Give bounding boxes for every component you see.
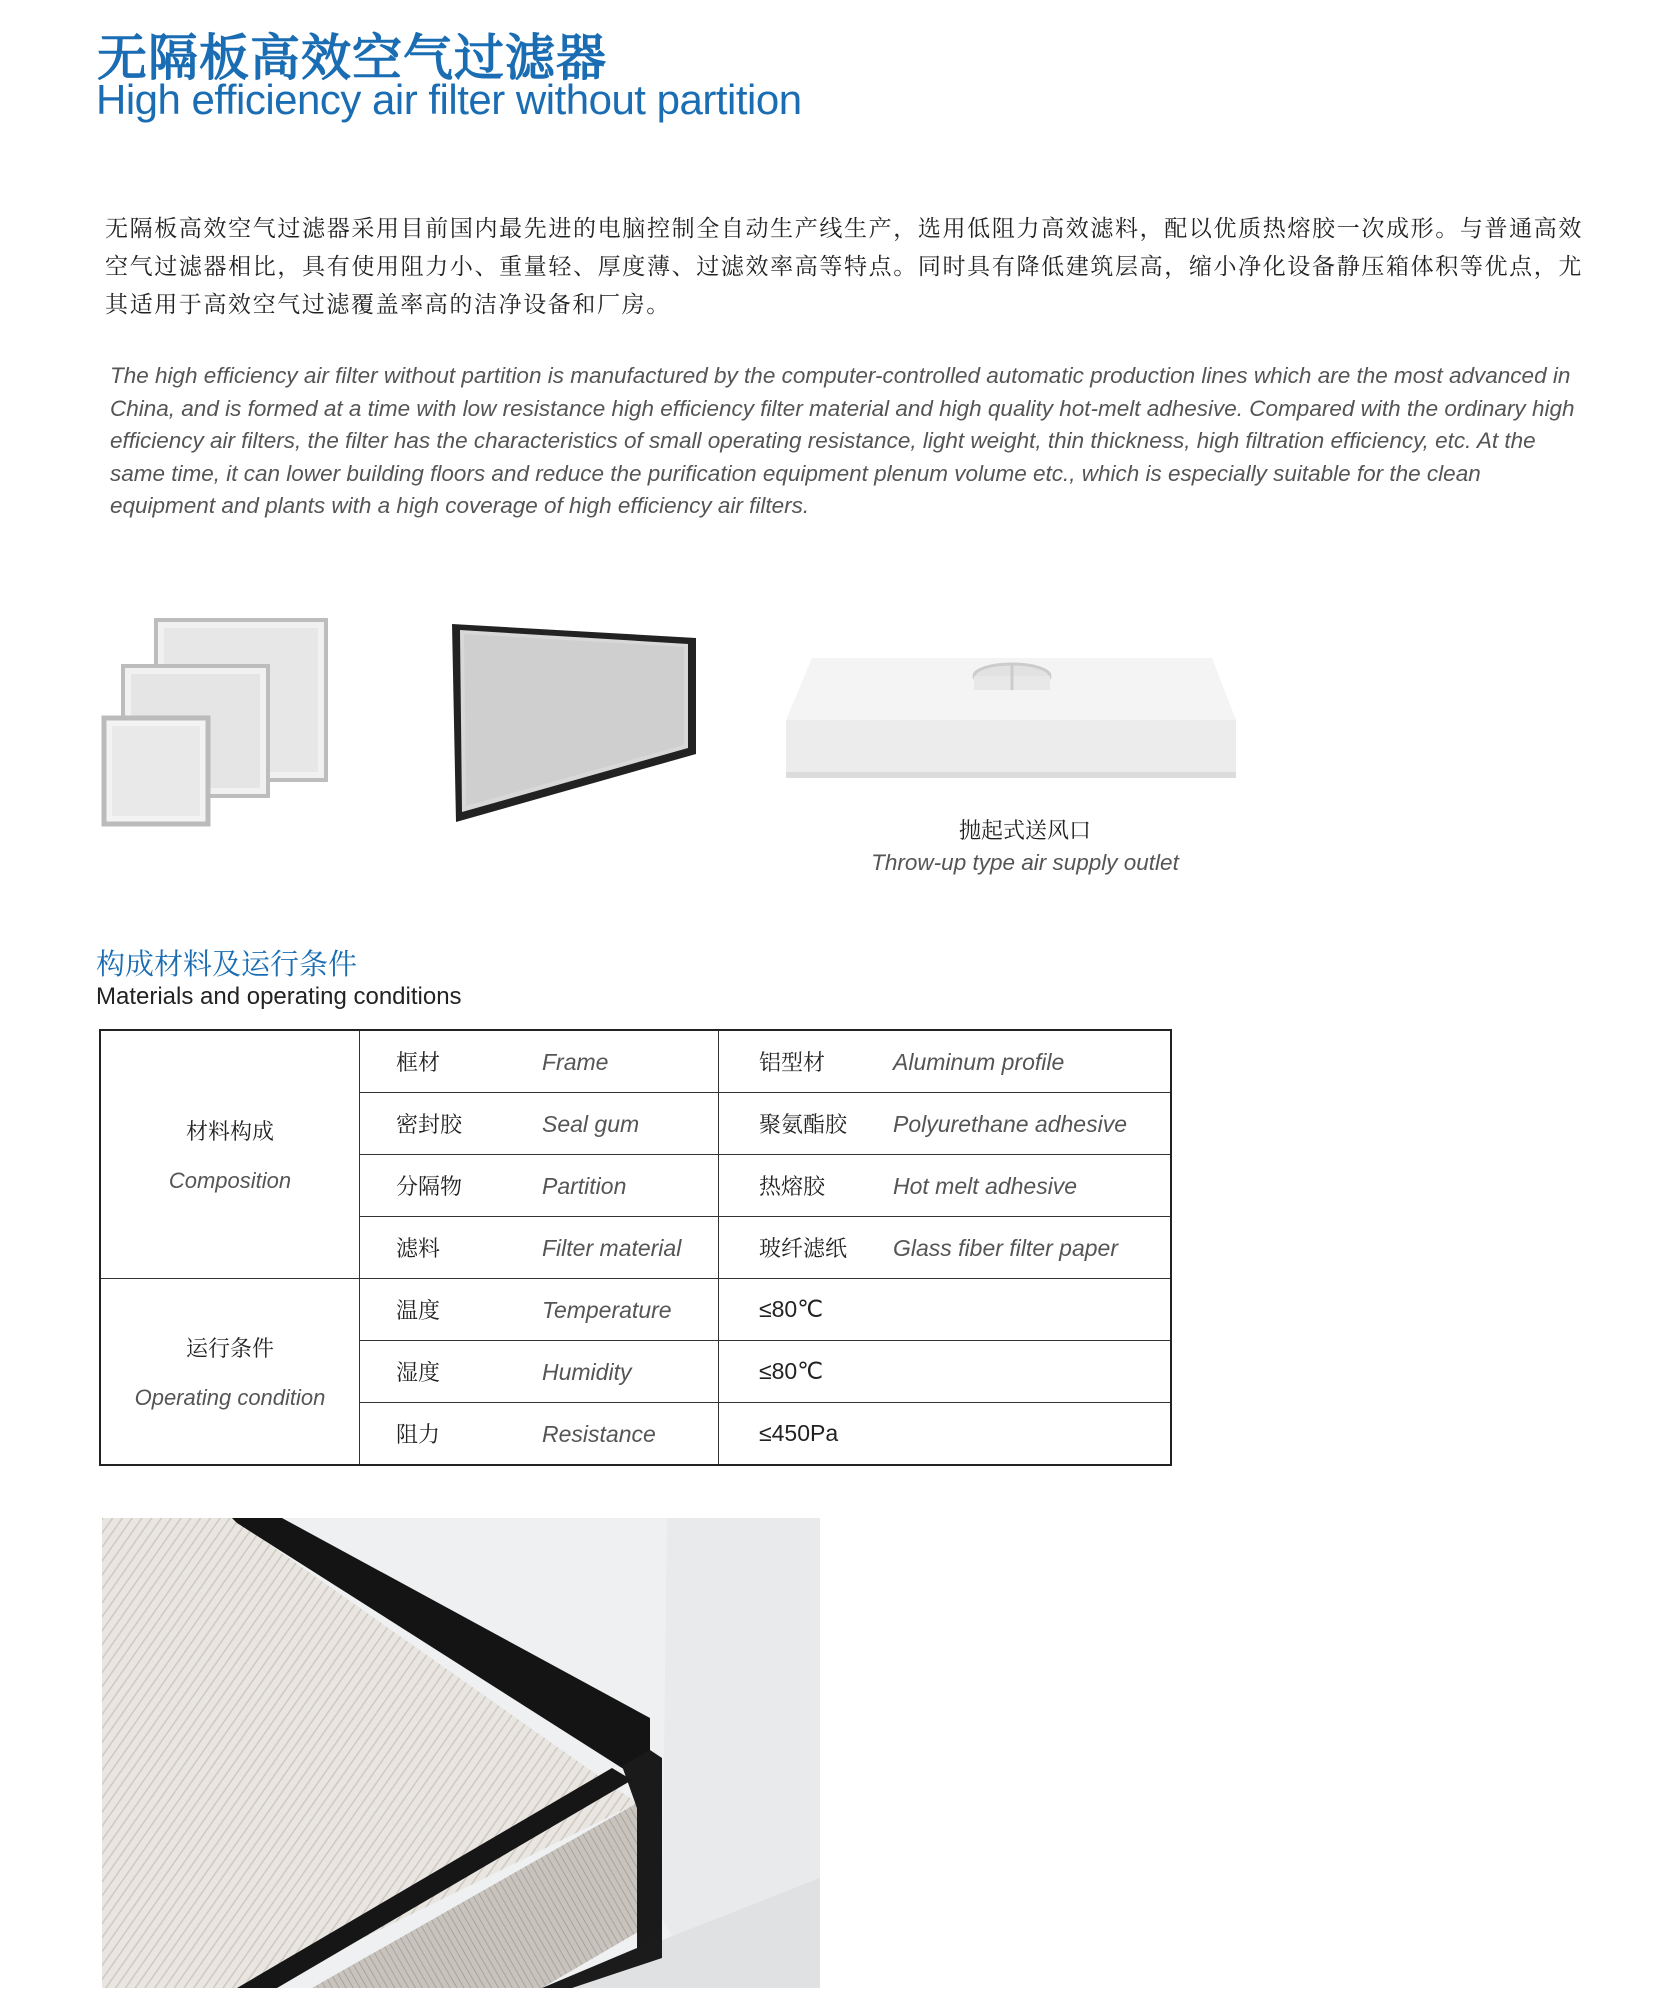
group-label-en: Operating condition [134,1385,326,1410]
item-cn: 分隔物 [396,1175,463,1200]
table-row [100,1279,1171,1341]
stacked-filters-image [100,616,332,830]
description-cn: 无隔板高效空气过滤器采用目前国内最先进的电脑控制全自动生产线生产，选用低阻力高效滤料，配以优质热熔胶一次成形。与普通高效空气过滤器相比，具有使用阻力小、重量轻、厚度薄、过滤效率高等特点。同时具有降低建筑层高，缩小净化设备静压箱体积等优点，尤其适用于高效空气过滤覆盖率高的洁净设备和厂房。 [105,216,1583,318]
value-en: Hot melt adhesive [893,1173,1078,1199]
air-supply-outlet-image [782,650,1240,782]
value-en: Glass fiber filter paper [893,1235,1118,1261]
filter-closeup-image [102,1518,820,1988]
group-label-en: Composition [168,1168,292,1193]
description-en: The high efficiency air filter without partition is manufactured by the computer-controlled automatic production lines which are the most advanced in China, and is formed at a time with low resistance high efficiency filter material and high quality hot-melt adhesive. Compared with the ordinary high efficiency air filters, the filter has the characteristics of small operating resistance, light weight, thin thickness, high filtration efficiency, etc. At the same time, it can lower building floors and reduce the purification equipment plenum volume etc., which is especially suitable for the clean equipment and plants with a high coverage of high efficiency air filters. [110,363,1575,518]
value-en: Aluminum profile [893,1049,1065,1075]
item-cn: 滤料 [396,1237,441,1262]
condition-value: ≤80℃ [759,1358,824,1384]
materials-table [99,1029,1172,1466]
item-cn: 密封胶 [396,1113,463,1138]
value-cn: 铝型材 [759,1051,826,1076]
section-title-en: Materials and operating conditions [96,983,462,1010]
group-label-cn: 材料构成 [185,1120,274,1145]
item-cn: 湿度 [396,1361,441,1386]
item-en: Partition [542,1173,627,1199]
section-title-cn: 构成材料及运行条件 [96,947,358,981]
condition-value: ≤450Pa [759,1420,839,1446]
page-title-en: High efficiency air filter without partition [96,76,802,123]
item-en: Temperature [542,1297,672,1323]
page-title-cn: 无隔板高效空气过滤器 [97,29,607,87]
black-frame-filter-image [448,620,702,826]
composition-group-cell [100,1030,360,1279]
product-caption-cn: 抛起式送风口 [958,819,1091,844]
value-cn: 聚氨酯胶 [759,1113,848,1138]
item-en: Resistance [542,1421,656,1447]
group-label-cn: 运行条件 [185,1337,274,1362]
item-en: Filter material [542,1235,682,1261]
value-cn: 玻纤滤纸 [759,1237,848,1262]
item-cn: 框材 [396,1051,441,1076]
item-cn: 阻力 [396,1423,441,1448]
item-en: Humidity [542,1359,632,1385]
operating-group-cell [100,1279,360,1466]
table-row [100,1030,1171,1093]
item-en: Frame [542,1049,609,1075]
item-en: Seal gum [542,1111,640,1137]
value-en: Polyurethane adhesive [893,1111,1127,1137]
condition-value: ≤80℃ [759,1296,824,1322]
product-caption-en: Throw-up type air supply outlet [871,850,1179,875]
item-cn: 温度 [396,1299,441,1324]
value-cn: 热熔胶 [759,1175,826,1200]
